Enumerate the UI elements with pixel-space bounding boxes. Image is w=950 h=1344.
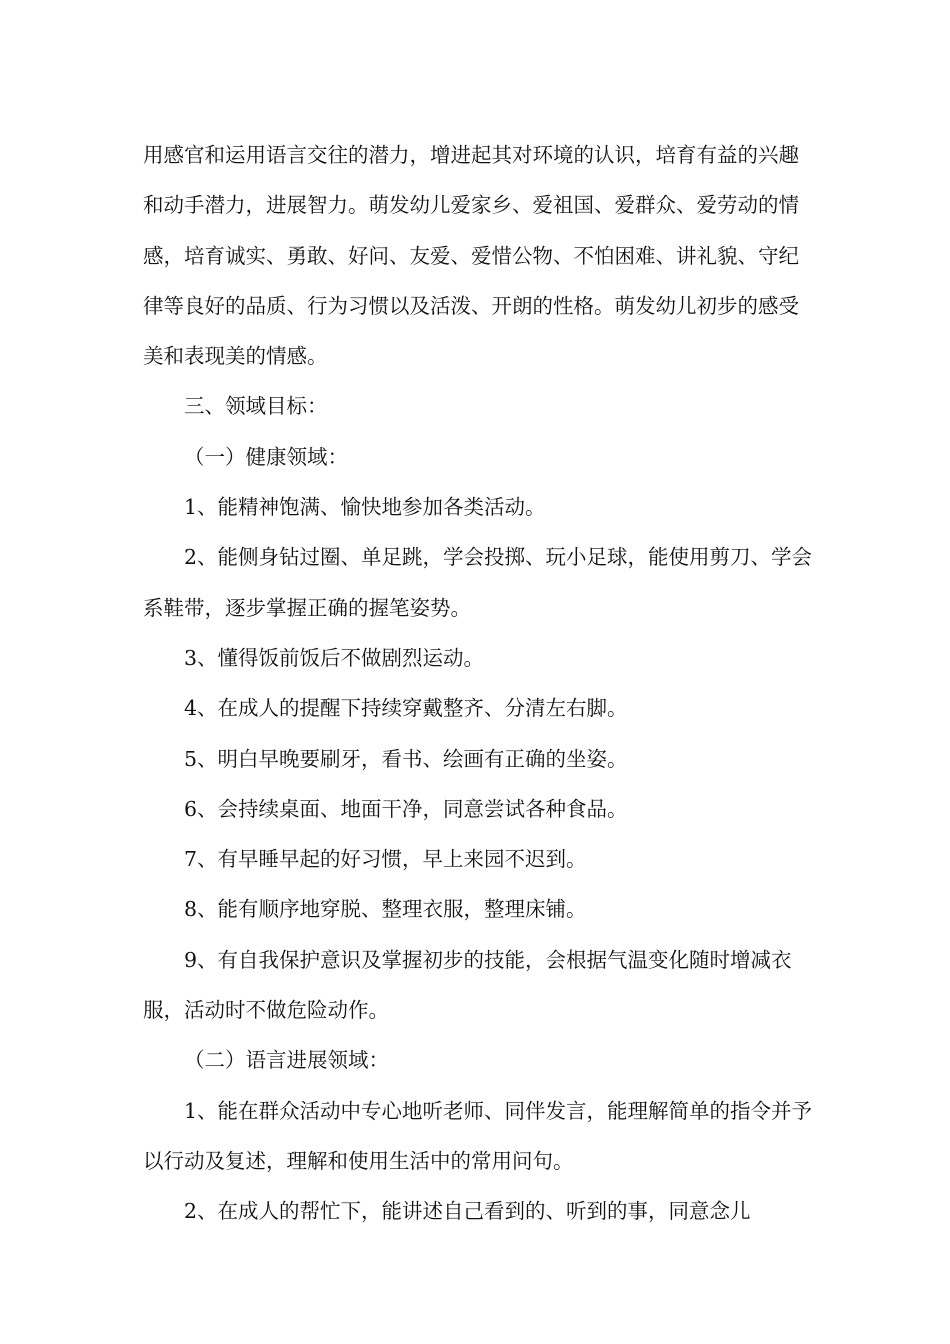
- document-body: [143, 130, 813, 1237]
- list-item: 4、在成人的提醒下持续穿戴整齐、分清左右脚。: [184, 696, 628, 721]
- list-item: 8、能有顺序地穿脱、整理衣服，整理床铺。: [184, 897, 587, 922]
- list-item: 2、能侧身钻过圈、单足跳，学会投掷、玩小足球，能使用剪刀、学会系鞋带，逐步掌握正确的握笔姿势。: [143, 545, 813, 620]
- list-item: 5、明白早晚要刷牙，看书、绘画有正确的坐姿。: [184, 746, 628, 771]
- section-heading-domain-goals: 三、领域目标：: [184, 394, 328, 419]
- list-item: 9、有自我保护意识及掌握初步的技能，会根据气温变化随时增减衣服，活动时不做危险动作。: [143, 947, 792, 1023]
- subsection-heading-health: （一）健康领域：: [184, 444, 348, 469]
- list-item: 1、能在群众活动中专心地听老师、同伴发言，能理解简单的指令并予以行动及复述，理解和使用生活中的常用问句。: [143, 1098, 813, 1173]
- list-item: 6、会持续桌面、地面干净，同意尝试各种食品。: [184, 796, 628, 821]
- list-item: 7、有早睡早起的好习惯，早上来园不迟到。: [184, 847, 587, 872]
- list-item: 2、在成人的帮忙下，能讲述自己看到的、听到的事，同意念儿: [184, 1199, 751, 1224]
- list-item: 3、懂得饭前饭后不做剧烈运动。: [184, 645, 485, 670]
- subsection-heading-language: （二）语言进展领域：: [184, 1048, 389, 1073]
- paragraph-intro: 用感官和运用语言交往的潜力，增进起其对环境的认识，培育有益的兴趣和动手潜力，进展智力。萌发幼儿爱家乡、爱祖国、爱群众、爱劳动的情感，培育诚实、勇敢、好问、友爱、爱惜公物、不怕困难、讲礼貌、守纪律等良好的品质、行为习惯以及活泼、开朗的性格。萌发幼儿初步的感受美和表现美的情感。: [143, 143, 799, 369]
- list-item: 1、能精神饱满、愉快地参加各类活动。: [184, 495, 546, 520]
